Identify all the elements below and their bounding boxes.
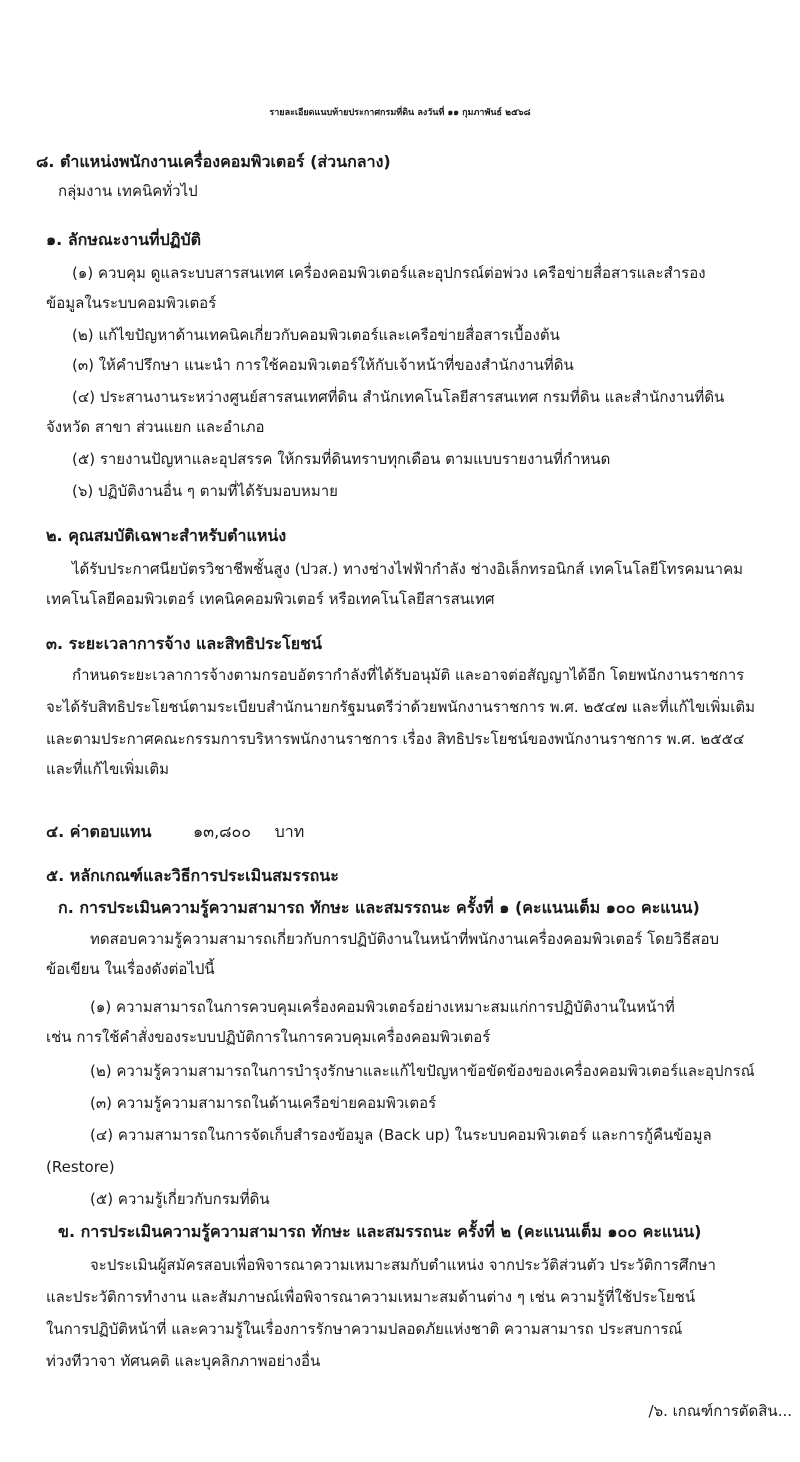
next-page-continuation: /๖. เกณฑ์การตัดสิน... xyxy=(648,1402,792,1420)
section3-line: จะได้รับสิทธิประโยชน์ตามระเบียบสำนักนายกรัฐมนตรีว่าด้วยพนักงานราชการ พ.ศ. ๒๕๔๗ และที่แก้ไขเพิ่มเติม xyxy=(46,698,756,716)
section1-line: (๔) ประสานงานระหว่างศูนย์สารสนเทศที่ดิน สำนักเทคโนโลยีสารสนเทศ กรมที่ดิน และสำนักงานที่ดิน xyxy=(72,388,725,406)
section1-line: (๓) ให้คำปรึกษา แนะนำ การใช้คอมพิวเตอร์ให้กับเจ้าหน้าที่ของสำนักงานที่ดิน xyxy=(72,356,574,374)
section1-line: (๒) แก้ไขปัญหาด้านเทคนิคเกี่ยวกับคอมพิวเตอร์และเครือข่ายสื่อสารเบื้องต้น xyxy=(72,326,560,344)
section1-line: (๖) ปฏิบัติงานอื่น ๆ ตามที่ได้รับมอบหมาย xyxy=(72,482,338,500)
part-a-line: (๕) ความรู้เกี่ยวกับกรมที่ดิน xyxy=(90,1190,270,1208)
section1-line: (๑) ควบคุม ดูแลระบบสารสนเทศ เครื่องคอมพิวเตอร์และอุปกรณ์ต่อพ่วง เครือข่ายสื่อสารและสำรอง xyxy=(72,264,706,282)
part-b-line: ในการปฏิบัติหน้าที่ และความรู้ในเรื่องการรักษาความปลอดภัยแห่งชาติ ความสามารถ ประสบการณ์ xyxy=(46,1320,683,1338)
part-a-line: ทดสอบความรู้ความสามารถเกี่ยวกับการปฏิบัติงานในหน้าที่พนักงานเครื่องคอมพิวเตอร์ โดยวิธีสอบ xyxy=(90,930,719,948)
part-a-line: (๓) ความรู้ความสามารถในด้านเครือข่ายคอมพิวเตอร์ xyxy=(90,1094,437,1112)
part-a-line: (๔) ความสามารถในการจัดเก็บสำรองข้อมูล (Back up) ในระบบคอมพิวเตอร์ และการกู้คืนข้อมูล xyxy=(90,1126,712,1144)
section2-heading xyxy=(46,526,286,546)
part-a-line: (๒) ความรู้ความสามารถในการบำรุงรักษาและแก้ไขปัญหาข้อขัดข้องของเครื่องคอมพิวเตอร์และอุปกรณ์ xyxy=(90,1062,755,1080)
section4-compensation xyxy=(46,822,304,842)
document-title: รายละเอียดแนบท้ายประกาศกรมที่ดิน ลงวันที่ ๑๑ กุมภาพันธ์ ๒๕๖๘ xyxy=(269,108,531,118)
section2-line: ได้รับประกาศนียบัตรวิชาชีพชั้นสูง (ปวส.) ทางช่างไฟฟ้ากำลัง ช่างอิเล็กทรอนิกส์ เทคโนโลยีโทรคมนาคม xyxy=(72,560,744,578)
section1-title: ลักษณะงานที่ปฏิบัติ xyxy=(67,230,202,249)
section5-heading xyxy=(46,866,339,886)
compensation-unit: บาท xyxy=(274,822,305,841)
part-b-line: ท่วงทีวาจา ทัศนคติ และบุคลิกภาพอย่างอื่น xyxy=(46,1352,321,1370)
part-a-line: เช่น การใช้คำสั่งของระบบปฏิบัติการในการควบคุมเครื่องคอมพิวเตอร์ xyxy=(46,1028,491,1046)
part-a-line: (๑) ความสามารถในการควบคุมเครื่องคอมพิวเตอร์อย่างเหมาะสมแก่การปฏิบัติงานในหน้าที่ xyxy=(90,998,675,1016)
section3-number: ๓. xyxy=(46,634,64,653)
section1-number: ๑. xyxy=(46,230,63,249)
section5-part-b-title: ข. การประเมินความรู้ความสามารถ ทักษะ และสมรรถนะ ครั้งที่ ๒ (คะแนนเต็ม ๑๐๐ คะแนน) xyxy=(58,1222,702,1241)
section5-number: ๕. xyxy=(46,866,65,885)
section1-line: ข้อมูลในระบบคอมพิวเตอร์ xyxy=(46,294,217,312)
part-a-line: ข้อเขียน ในเรื่องดังต่อไปนี้ xyxy=(46,960,215,978)
section5-part-a-title: ก. การประเมินความรู้ความสามารถ ทักษะ และสมรรถนะ ครั้งที่ ๑ (คะแนนเต็ม ๑๐๐ คะแนน) xyxy=(58,898,700,917)
part-b-line: จะประเมินผู้สมัครสอบเพื่อพิจารณาความเหมาะสมกับตำแหน่ง จากประวัติส่วนตัว ประวัติการศึกษา xyxy=(90,1256,716,1274)
section3-line: และตามประกาศคณะกรรมการบริหารพนักงานราชการ เรื่อง สิทธิประโยชน์ของพนักงานราชการ พ.ศ. ๒๕๕๔ xyxy=(46,730,745,748)
section2-line: เทคโนโลยีคอมพิวเตอร์ เทคนิคคอมพิวเตอร์ หรือเทคโนโลยีสารสนเทศ xyxy=(46,590,495,608)
section2-number: ๒. xyxy=(46,526,63,545)
section5-title: หลักเกณฑ์และวิธีการประเมินสมรรถนะ xyxy=(69,866,339,885)
section4-number: ๔. xyxy=(46,822,65,841)
compensation-amount: ๑๓,๘๐๐ xyxy=(192,822,252,841)
section3-line: กำหนดระยะเวลาการจ้างตามกรอบอัตรากำลังที่ได้รับอนุมัติ และอาจต่อสัญญาได้อีก โดยพนักงานราชการ xyxy=(72,666,745,684)
section1-line: จังหวัด สาขา ส่วนแยก และอำเภอ xyxy=(46,418,265,436)
section1-line: (๕) รายงานปัญหาและอุปสรรค ให้กรมที่ดินทราบทุกเดือน ตามแบบรายงานที่กำหนด xyxy=(72,450,611,468)
section3-title: ระยะเวลาการจ้าง และสิทธิประโยชน์ xyxy=(68,634,322,653)
section2-title: คุณสมบัติเฉพาะสำหรับตำแหน่ง xyxy=(68,526,287,545)
section3-line: และที่แก้ไขเพิ่มเติม xyxy=(46,760,170,778)
section1-heading xyxy=(46,230,201,250)
position-group: กลุ่มงาน เทคนิคทั่วไป xyxy=(58,182,198,200)
part-a-line: (Restore) xyxy=(46,1158,115,1176)
section4-title: ค่าตอบแทน xyxy=(69,822,152,841)
part-b-line: และประวัติการทำงาน และสัมภาษณ์เพื่อพิจารณาความเหมาะสมด้านต่าง ๆ เช่น ความรู้ที่ใช้ประโยชน์ xyxy=(46,1288,696,1306)
section3-heading xyxy=(46,634,322,654)
position-heading: ๘. ตำแหน่งพนักงานเครื่องคอมพิวเตอร์ (ส่วนกลาง) xyxy=(36,152,391,171)
